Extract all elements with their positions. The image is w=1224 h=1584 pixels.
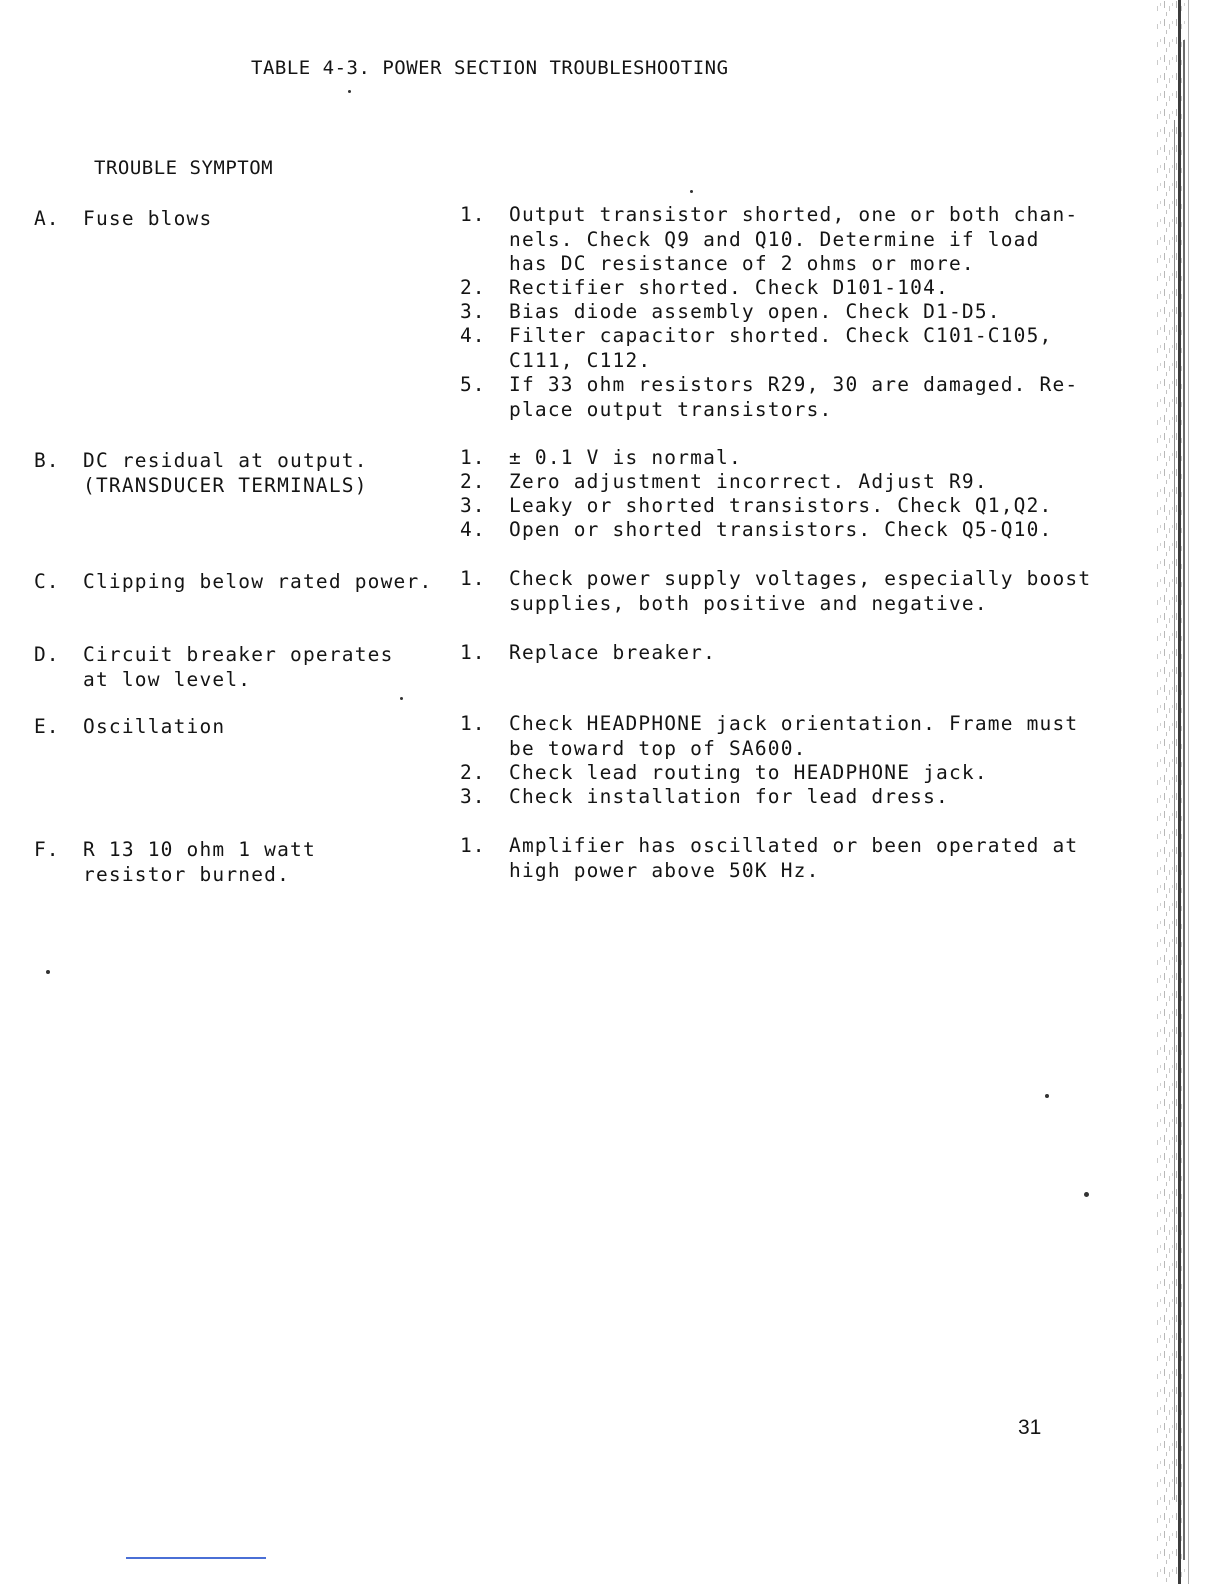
page-number: 31 [1018,1416,1042,1439]
step-e-3 [0,785,1100,809]
symptom-line: Oscillation [83,715,226,738]
step-number: 5. [460,373,486,396]
step-line: has DC resistance of 2 ohms or more. [509,252,975,275]
step-line: supplies, both positive and negative. [509,591,988,615]
step-line: ± 0.1 V is normal. [509,446,742,469]
step-text [509,373,1078,422]
step-number: 3. [460,494,486,517]
step-b-4 [0,518,1100,542]
step-d-1 [0,641,1100,665]
step-text [509,712,1078,761]
scan-speck [690,190,693,193]
step-number: 1. [460,567,486,590]
step-number: 3. [460,300,486,323]
step-b-3 [0,494,1100,518]
symptom-line: Clipping below rated power. [83,570,433,593]
step-a-3 [0,300,1100,324]
step-number: 4. [460,324,486,347]
step-e-2 [0,761,1100,785]
symptom-line: R 13 10 ohm 1 watt [83,838,316,861]
scan-speck [400,697,403,700]
step-text [509,470,988,495]
step-e-1 [0,712,1100,760]
step-line: be toward top of SA600. [509,736,807,760]
step-b-2 [0,470,1100,494]
section-letter: A. [34,207,60,230]
step-text [509,494,1052,519]
step-line: Bias diode assembly open. Check D1-D5. [509,300,1001,323]
scan-speck [46,970,50,974]
scan-speck [1045,1094,1049,1098]
step-number: 4. [460,518,486,541]
step-line: Check installation for lead dress. [509,785,949,808]
step-line: place output transistors. [509,397,833,421]
symptom-line: resistor burned. [83,862,291,886]
step-b-1 [0,446,1100,470]
step-line: Open or shorted transistors. Check Q5-Q10. [509,518,1053,541]
step-text [509,785,949,810]
section-letter: D. [34,643,60,666]
step-line: Check lead routing to HEADPHONE jack. [509,761,988,784]
step-c-1 [0,567,1100,615]
step-text [509,518,1052,543]
table-title: TABLE 4-3. POWER SECTION TROUBLESHOOTING [251,57,729,79]
step-line: nels. Check Q9 and Q10. Determine if load [509,227,1040,251]
step-line: high power above 50K Hz. [509,858,820,882]
step-line: Amplifier has oscillated or been operated at [509,834,1079,857]
symptom-line: Fuse blows [83,207,213,230]
step-number: 3. [460,785,486,808]
step-number: 1. [460,641,486,664]
section-letter: F. [34,838,60,861]
step-text [509,324,1052,373]
step-text [509,834,1078,883]
step-text [509,276,949,301]
step-number: 1. [460,834,486,857]
footer-rule [126,1557,266,1559]
step-number: 2. [460,470,486,493]
symptom-line: at low level. [83,667,252,691]
symptom-line: DC residual at output. [83,449,368,472]
step-text [509,446,742,471]
scan-speck [348,90,351,93]
step-number: 1. [460,446,486,469]
trouble-symptom-heading: TROUBLE SYMPTOM [94,157,274,179]
scan-binding-edge [1150,0,1224,1584]
step-line: Check HEADPHONE jack orientation. Frame must [509,712,1079,735]
step-line: Output transistor shorted, one or both chan- [509,203,1079,226]
step-text [509,300,1001,325]
step-line: Leaky or shorted transistors. Check Q1,Q2. [509,494,1053,517]
section-letter: B. [34,449,60,472]
step-a-2 [0,276,1100,300]
step-text [509,203,1078,277]
step-text [509,567,1091,616]
step-line: Filter capacitor shorted. Check C101-C105, [509,324,1053,347]
step-a-4 [0,324,1100,372]
symptom-line: (TRANSDUCER TERMINALS) [83,473,368,497]
step-text [509,761,988,786]
step-line: Zero adjustment incorrect. Adjust R9. [509,470,988,493]
step-number: 2. [460,276,486,299]
step-line: Check power supply voltages, especially boost [509,567,1092,590]
step-number: 2. [460,761,486,784]
section-letter: E. [34,715,60,738]
section-letter: C. [34,570,60,593]
step-number: 1. [460,712,486,735]
step-line: C111, C112. [509,348,652,372]
step-a-1 [0,203,1100,275]
step-number: 1. [460,203,486,226]
scan-speck [1084,1192,1089,1197]
step-line: If 33 ohm resistors R29, 30 are damaged. Re- [509,373,1079,396]
symptom-line: Circuit breaker operates [83,643,394,666]
step-line: Rectifier shorted. Check D101-104. [509,276,949,299]
step-a-5 [0,373,1100,421]
step-line: Replace breaker. [509,641,717,664]
step-text [509,641,716,666]
